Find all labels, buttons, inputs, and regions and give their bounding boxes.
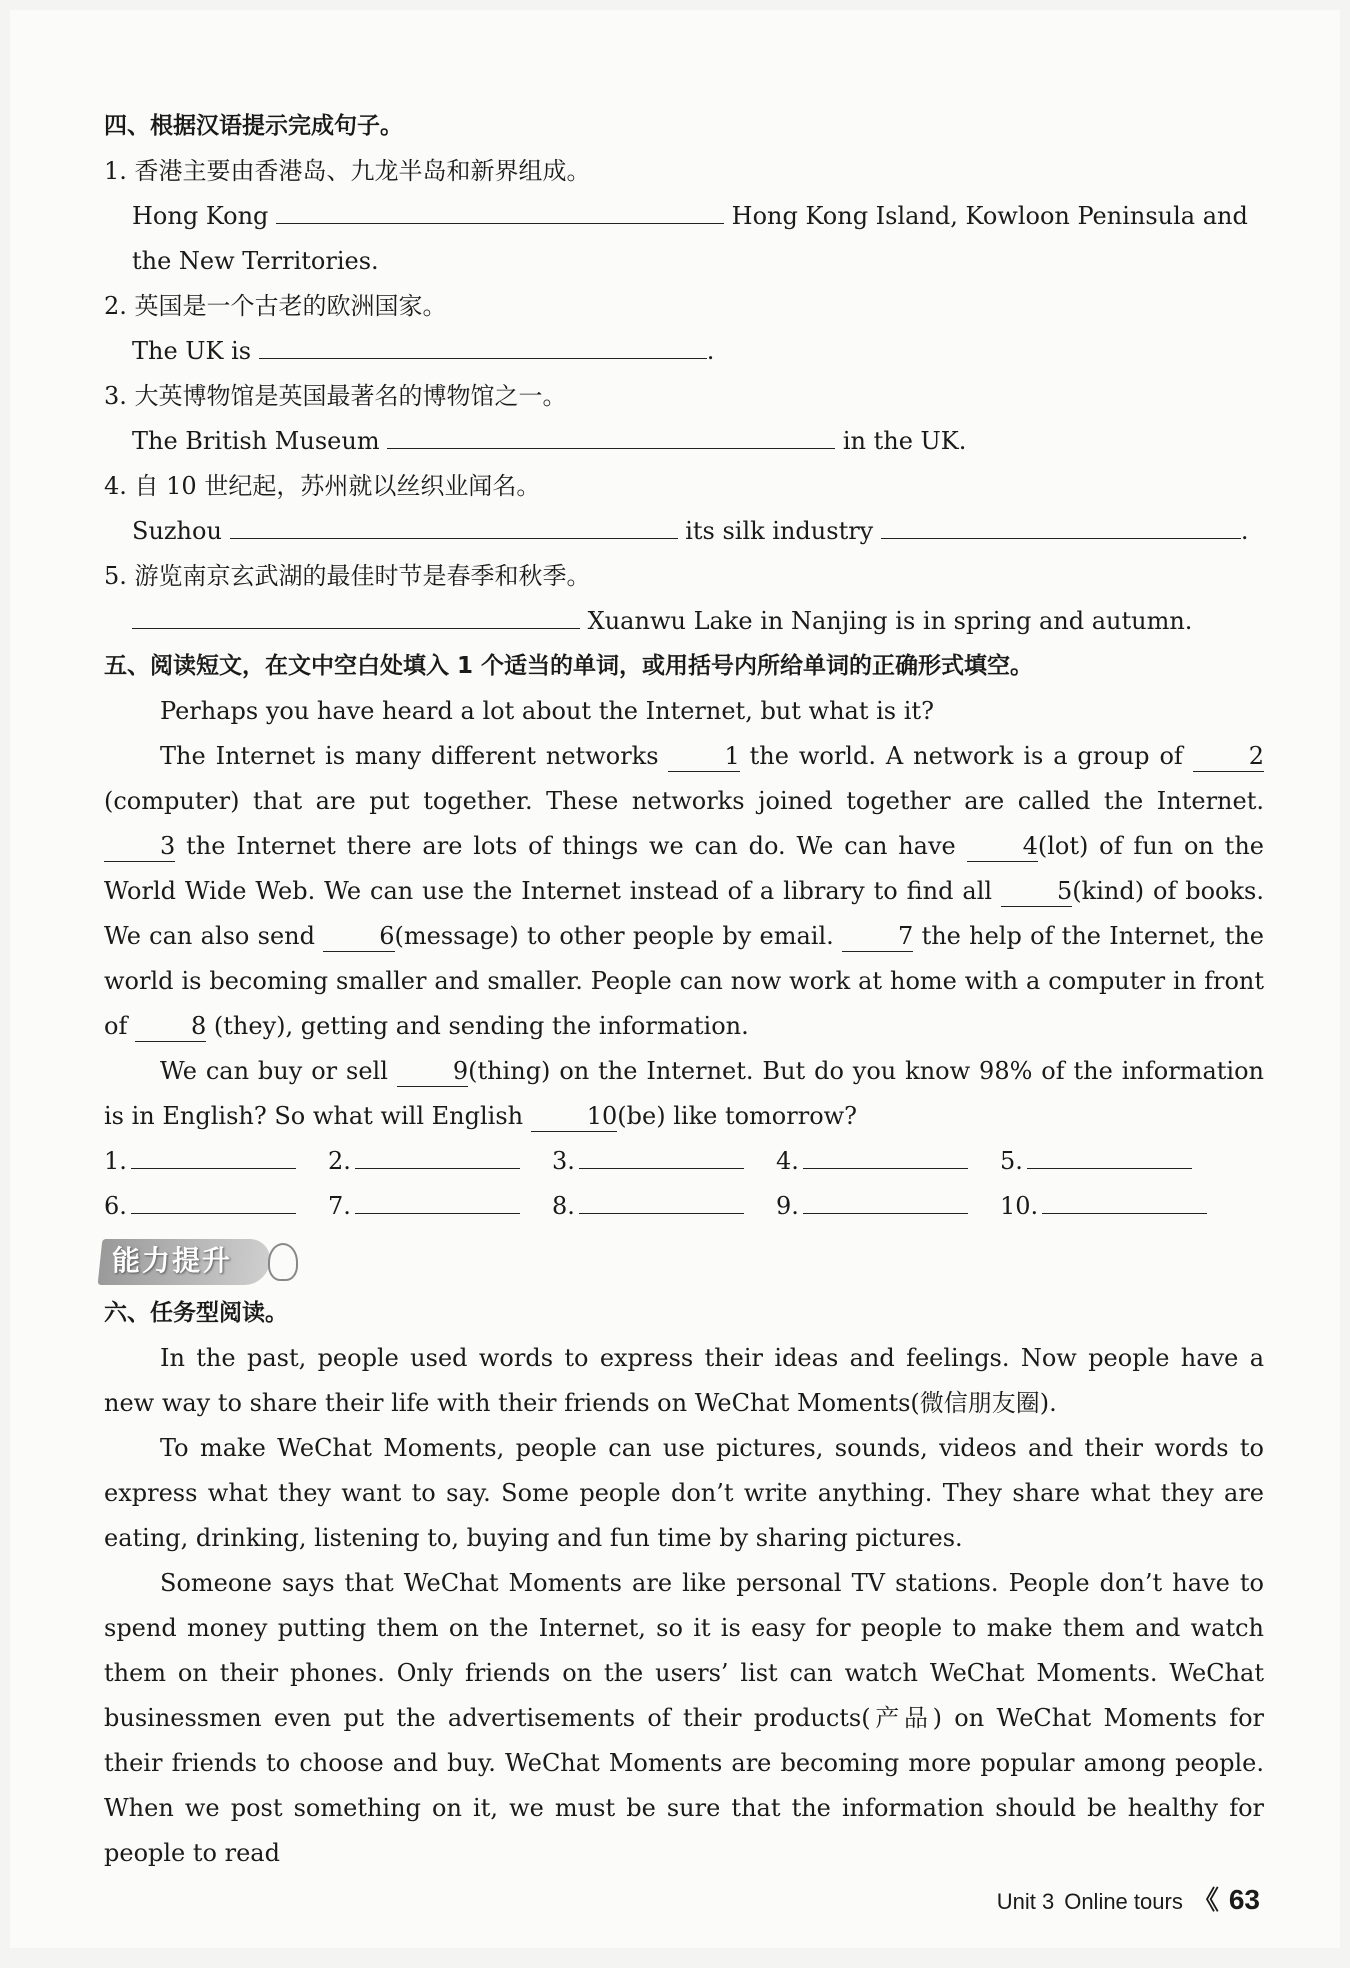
s4-q5-text: Xuanwu Lake in Nanjing is in spring and autumn.: [587, 607, 1193, 635]
answer-slot-5[interactable]: [1000, 1139, 1224, 1184]
answer-label-8: 8.: [552, 1192, 575, 1220]
s4-q5-chinese: 5. 游览南京玄武湖的最佳时节是春季和秋季。: [104, 562, 591, 590]
answer-label-10: 10.: [1000, 1192, 1039, 1220]
footer-topic: Online tours: [1064, 1889, 1183, 1914]
workbook-page: [10, 10, 1340, 1948]
answer-slot-7[interactable]: [328, 1184, 552, 1229]
answer-label-1: 1.: [104, 1147, 127, 1175]
s4-q4-blank-1[interactable]: [230, 510, 678, 539]
answer-label-5: 5.: [1000, 1147, 1023, 1175]
section6-title: 六、任务型阅读。: [104, 1300, 288, 1326]
s5-p2-text-8: the help of the Internet, the world is becoming smaller and smaller. People can now work at home with a computer in front of: [104, 922, 1264, 1040]
page-number: 63: [1228, 1884, 1260, 1915]
footer-unit: Unit 3: [996, 1889, 1055, 1914]
answer-slot-10[interactable]: [1000, 1184, 1224, 1229]
cloze-blank-5[interactable]: 5: [1001, 876, 1072, 907]
s5-p2-text-2: the world. A network is a group of: [749, 742, 1183, 770]
s4-q1-chinese: 1. 香港主要由香港岛、九龙半岛和新界组成。: [104, 157, 591, 185]
s5-paragraph-1: Perhaps you have heard a lot about the Internet, but what is it?: [160, 697, 934, 725]
cloze-blank-9[interactable]: 9: [397, 1056, 468, 1087]
double-chevron-left-icon: 《: [1192, 1885, 1219, 1915]
answer-label-9: 9.: [776, 1192, 799, 1220]
s5-p2-text-4: the Internet there are lots of things we can do. We can have: [186, 832, 956, 860]
s5-paragraph-2: [104, 734, 1264, 1049]
page-content: [104, 104, 1264, 1876]
cloze-blank-3[interactable]: 3: [104, 831, 175, 862]
s4-q4-blank-2[interactable]: [881, 510, 1241, 539]
cloze-blank-10[interactable]: 10: [531, 1101, 618, 1132]
s4-q4-text-c: .: [1240, 517, 1249, 545]
s4-q4-english: [104, 509, 1264, 554]
s5-p2-text-6: (kind) of books. We can also send: [104, 877, 1264, 950]
s5-p3-text-3: (be) like tomorrow?: [617, 1102, 858, 1130]
s4-q3-english: [104, 419, 1264, 464]
lightbulb-icon: [268, 1243, 298, 1281]
s4-q5-english: [104, 599, 1264, 644]
s4-q1-blank[interactable]: [276, 195, 724, 224]
section4-title: 四、根据汉语提示完成句子。: [104, 113, 403, 139]
s4-q2-chinese: 2. 英国是一个古老的欧洲国家。: [104, 292, 447, 320]
answer-slot-6[interactable]: [104, 1184, 328, 1229]
s4-q3-text-a: The British Museum: [132, 427, 380, 455]
s4-q1-text-b: Hong Kong Island, Kowloon Peninsula and: [731, 202, 1248, 230]
s5-p2-text-3: (computer) that are put together. These networks joined together are called the Internet.: [104, 787, 1264, 815]
answer-slot-2[interactable]: [328, 1139, 552, 1184]
s4-q1-english-cont: the New Territories.: [132, 247, 379, 275]
s5-p2-text-1: The Internet is many different networks: [160, 742, 659, 770]
answer-label-3: 3.: [552, 1147, 575, 1175]
answer-slot-1[interactable]: [104, 1139, 328, 1184]
s4-q2-text-b: .: [706, 337, 715, 365]
s6-paragraph-3: Someone says that WeChat Moments are like personal TV stations. People don’t have to spend money putting them on the Internet, so it is easy for people to make them and watch them on their phones. Only friends on the users’ list can watch WeChat Moments. WeChat businessmen even put the advertisements of their products(产品) on WeChat Moments for their friends to choose and buy. WeChat Moments are becoming more popular among people. When we post something on it, we must be sure that the information should be healthy for people to read: [104, 1569, 1264, 1867]
s4-q5-blank[interactable]: [132, 600, 580, 629]
section5-title: 五、阅读短文，在文中空白处填入 1 个适当的单词，或用括号内所给单词的正确形式填空。: [104, 653, 1034, 679]
s5-p3-text-2: (thing) on the Internet. But do you know 98% of the information is in English? So what will English: [104, 1057, 1264, 1130]
answer-slot-9[interactable]: [776, 1184, 1000, 1229]
answer-slot-8[interactable]: [552, 1184, 776, 1229]
s4-q2-text-a: The UK is: [132, 337, 252, 365]
s4-q2-english: [104, 329, 1264, 374]
cloze-blank-2[interactable]: 2: [1193, 741, 1264, 772]
answer-grid: [104, 1139, 1264, 1229]
cloze-blank-6[interactable]: 6: [323, 921, 394, 952]
cloze-blank-8[interactable]: 8: [135, 1011, 206, 1042]
answer-label-6: 6.: [104, 1192, 127, 1220]
s4-q3-chinese: 3. 大英博物馆是英国最著名的博物馆之一。: [104, 382, 567, 410]
s4-q1-text-a: Hong Kong: [132, 202, 269, 230]
answer-label-2: 2.: [328, 1147, 351, 1175]
ability-banner: [100, 1235, 296, 1287]
s5-p3-text-1: We can buy or sell: [160, 1057, 388, 1085]
s4-q4-text-b: its silk industry: [685, 517, 874, 545]
s6-paragraph-1: In the past, people used words to express their ideas and feelings. Now people have a new way to share their life with their friends on WeChat Moments(微信朋友圈).: [104, 1344, 1264, 1417]
s5-p2-text-9: (they), getting and sending the information.: [213, 1012, 749, 1040]
answer-label-7: 7.: [328, 1192, 351, 1220]
s6-paragraph-2: To make WeChat Moments, people can use pictures, sounds, videos and their words to express what they want to say. Some people don’t write anything. They share what they are eating, drinking, listening to, buying and fun time by sharing pictures.: [104, 1434, 1264, 1552]
answer-slot-3[interactable]: [552, 1139, 776, 1184]
answer-label-4: 4.: [776, 1147, 799, 1175]
s4-q4-text-a: Suzhou: [132, 517, 222, 545]
cloze-blank-4[interactable]: 4: [967, 831, 1038, 862]
s4-q1-english: [104, 194, 1264, 239]
s4-q4-chinese: 4. 自 10 世纪起，苏州就以丝织业闻名。: [104, 472, 541, 500]
s5-p2-text-5: (lot) of fun on the World Wide Web. We can use the Internet instead of a library to find all: [104, 832, 1264, 905]
s4-q3-blank[interactable]: [387, 420, 835, 449]
page-footer: [997, 1880, 1260, 1917]
banner-label: 能力提升: [112, 1244, 233, 1277]
cloze-blank-7[interactable]: 7: [842, 921, 913, 952]
cloze-blank-1[interactable]: 1: [668, 741, 739, 772]
s4-q2-blank[interactable]: [259, 330, 707, 359]
s5-p2-text-7: (message) to other people by email.: [394, 922, 834, 950]
s4-q3-text-b: in the UK.: [842, 427, 967, 455]
s5-paragraph-3: [104, 1049, 1264, 1139]
answer-slot-4[interactable]: [776, 1139, 1000, 1184]
